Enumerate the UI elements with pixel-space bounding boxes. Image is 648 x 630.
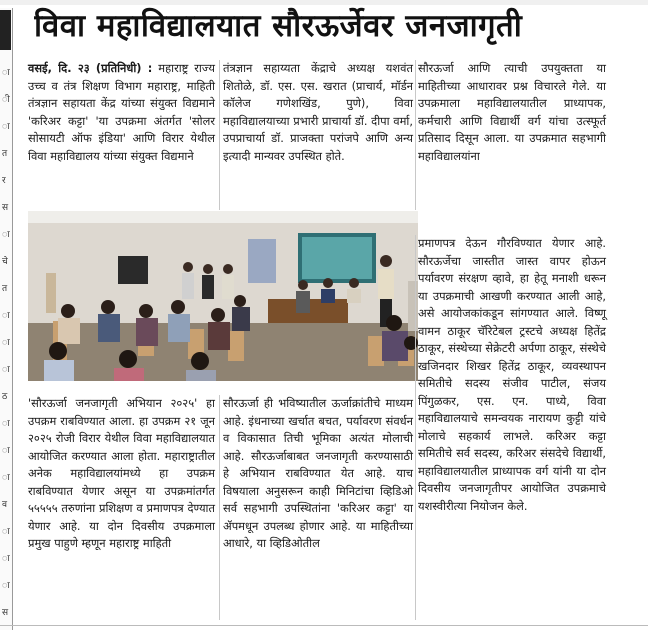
adjacent-text-fragment: ा — [2, 122, 10, 132]
adjacent-text-fragment: ठ — [2, 392, 8, 402]
adjacent-text-fragment: त — [2, 149, 8, 159]
adjacent-text-fragment: ा — [2, 473, 10, 483]
column-3-text: सौरऊर्जा आणि त्याची उपयुक्तता या माहितीच्या आधारावर प्रश्न विचारले गेले. या उपक्रमाला महाविद्यालयातील प्राध्यापक, कर्मचारी आणि विद्यार्थी वर्ग यांचा उत्स्फूर्त प्रतिसाद दिसून आला. या उपक्रमात सहभागी महाविद्यालयांना — [418, 61, 606, 163]
adjacent-text-fragment: ा — [2, 446, 10, 456]
adjacent-text-fragment: ा — [2, 554, 10, 564]
adjacent-text-fragment: चे — [2, 257, 8, 267]
dateline: वसई, दि. २३ (प्रतिनिधी) : — [28, 61, 153, 75]
adjacent-text-fragment: ा — [2, 68, 10, 78]
article-column-1 — [28, 60, 215, 165]
article-column-3 — [418, 60, 606, 165]
article-column-2 — [223, 60, 413, 165]
column-rule — [219, 395, 220, 620]
event-photo — [28, 211, 418, 381]
bottom-rule — [0, 625, 648, 626]
adjacent-text-fragment: ा — [2, 365, 10, 375]
column-rule — [415, 60, 416, 210]
adjacent-text-fragment: ा — [2, 419, 10, 429]
adjacent-column-strip — [0, 8, 13, 630]
top-rule — [0, 0, 648, 5]
headline: विवा महाविद्यालयात सौरऊर्जेवर जनजागृती — [34, 8, 523, 44]
adjacent-text-fragment: स — [2, 608, 9, 618]
adjacent-text-fragment: त — [2, 284, 8, 294]
adjacent-text-fragment: ा — [2, 581, 10, 591]
column-1-text: महाराष्ट्र राज्य उच्च व तंत्र शिक्षण विभाग महाराष्ट्र, माहिती तंत्रज्ञान सहायता केंद्र यांच्या संयुक्त विद्यमाने 'करिअर कट्टा' 'या उपक्रमा अंतर्गत 'सोलर सोसायटी ऑफ इंडिया' आणि विरार येथील विवा महाविद्यालय यांच्या संयुक्त विद्यमाने — [28, 61, 215, 163]
column-rule — [219, 60, 220, 210]
column-2-text: तंत्रज्ञान सहाय्यता केंद्राचे अध्यक्ष यशवंत शितोळे, डॉ. एस. एस. खरात (प्राचार्य, मॉर्डन कॉलेज गणेशखिंड, पुणे), विवा महाविद्यालयाच्या प्रभारी प्राचार्या डॉ. दीपा वर्मा, उपप्राचार्या डॉ. प्राजक्ता परांजपे आणि अन्य इत्यादी मान्यवर उपस्थित होते. — [223, 61, 413, 163]
event-photo-illustration — [28, 211, 418, 381]
column-6-text: प्रमाणपत्र देऊन गौरविण्यात येणार आहे. सौरऊर्जेचा जास्तीत जास्त वापर होऊन पर्यावरण संरक्षण व्हावे, हा हेतू मनाशी धरून या उपक्रमाची आखणी करण्यात आली आहे, असे आयोजकांकडून सांगण्यात आले. विष्णू वामन ठाकूर चॅरिटेबल ट्रस्टचे अध्यक्ष हितेंद्र ठाकूर, संस्थेच्या सेक्रेटरी अर्पणा ठाकूर, संस्थेचे खजिनदार शिखर हितेंद्र ठाकूर, व्यवस्थापन समितीचे सदस्य संजीव पाटील, संजय पिंगुळकर, एस. एन. पाध्ये, विवा महाविद्यालयाचे समन्वयक नारायण कुट्टी यांचे मोलाचे सहकार्य लाभले. करिअर कट्टा समितीचे सर्व सदस्य, करिअर संसदेचे विद्यार्थी, महाविद्यालयातील प्राध्यापक वर्ग यांनी या दोन दिवसीय जनजागृतीपर आयोजित उपक्रमाचे यशस्वीरीत्या नियोजन केले. — [418, 236, 606, 513]
adjacent-text-fragment: व — [2, 500, 8, 510]
adjacent-text-fragment: स — [2, 203, 9, 213]
article-column-4 — [28, 395, 215, 553]
article-column-5 — [223, 395, 413, 553]
adjacent-text-fragment: ा — [2, 311, 10, 321]
adjacent-text-fragment: ा — [2, 338, 10, 348]
adjacent-text-fragment: ा — [2, 527, 10, 537]
adjacent-text-fragment: ी — [2, 95, 10, 105]
adjacent-text-fragment: र — [2, 176, 6, 186]
column-5-text: सौरऊर्जा ही भविष्यातील ऊर्जाक्रांतीचे माध्यम आहे. इंधनाच्या खर्चात बचत, पर्यावरण संवर्धन व विकासात तिची भूमिका अत्यंत मोलाची आहे. सौरऊर्जाबाबत जनजागृती करण्यासाठी हे अभियान राबविण्यात येत आहे. याच विषयाला अनुसरून काही मिनिटांचा व्हिडिओ सर्व सहभागी उपस्थितांना 'करिअर कट्टा' या ॲपमधून उपलब्ध होणार आहे. या माहितीच्या आधारे, या व्हिडिओतील — [223, 396, 413, 550]
adjacent-dark-block — [0, 10, 11, 50]
adjacent-text-fragment: ा — [2, 230, 10, 240]
article-column-6 — [418, 235, 606, 515]
column-rule — [415, 235, 416, 620]
column-4-text: 'सौरऊर्जा जनजागृती अभियान २०२५' हा उपक्रम राबविण्यात आला. हा उपक्रम २१ जून २०२५ रोजी विरार येथील विवा महाविद्यालयात आयोजित करण्यात आला होता. महाराष्ट्रातील अनेक महाविद्यालयांमध्ये हा उपक्रम राबविण्यात येणार असून या उपक्रमांतर्गत ५५५५५ तरुणांना प्रशिक्षण व प्रमाणपत्र देण्यात येणार आहे. या दोन दिवसीय उपक्रमाला प्रमुख पाहुणे म्हणून महाराष्ट्र माहिती — [28, 396, 215, 550]
